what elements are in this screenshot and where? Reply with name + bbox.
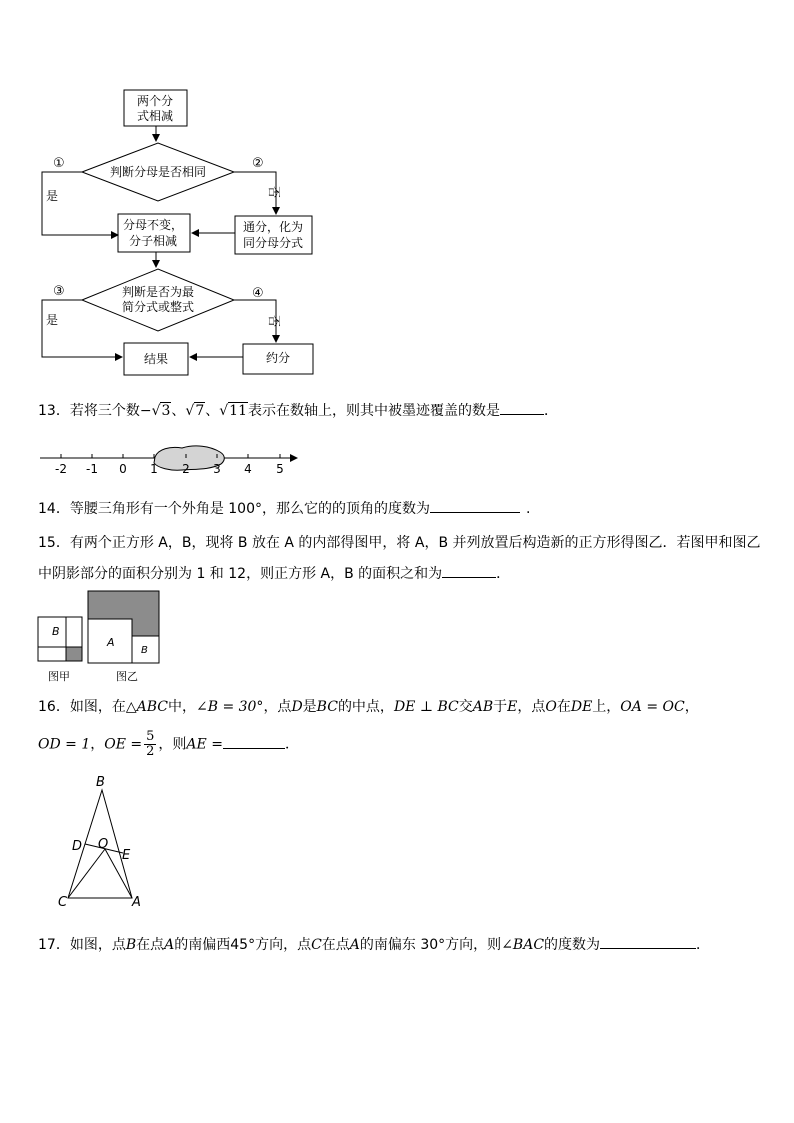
tick-label: 3 [213, 462, 221, 476]
q15-text-1: 15．有两个正方形 A，B，现将 B 放在 A 的内部得图甲，将 A，B 并列放置后构造新的正方形得图乙．若图甲和图乙 [38, 535, 761, 551]
flow-no-1: 否 [267, 186, 281, 199]
flow-result-text: 结果 [143, 352, 169, 366]
flow-start-text-2: 式相减 [136, 109, 174, 123]
flow-convert-text-2: 同分母分式 [242, 236, 304, 250]
flow-decision-2-text-1: 判断是否为最 [121, 285, 195, 299]
tick-label: 4 [244, 462, 252, 476]
q16-text-1: 16．如图，在△ABC中，∠B = 30°，点D是BC的中点，DE ⊥ BC交AB于E，点O在DE上，OA = OC， [38, 699, 699, 715]
flow-mark-2: ② [252, 156, 264, 171]
label-O: O [98, 837, 109, 852]
q16-triangle-figure [55, 772, 150, 912]
label-B: B [96, 775, 105, 790]
tick-label: -2 [55, 462, 67, 476]
flow-yes-2: 是 [46, 313, 59, 327]
flow-yes-1: 是 [46, 189, 59, 203]
flow-mark-1: ① [53, 156, 65, 171]
tick-label: 1 [150, 462, 158, 476]
q14-text: 14．等腰三角形有一个外角是 100°，那么它的的顶角的度数为 . [38, 498, 530, 518]
fraction-5-2: $\frac{5}{2}$ [146, 729, 155, 759]
fig-a-label: B [52, 625, 60, 638]
flow-no-2: 否 [267, 315, 281, 328]
tick-label: 5 [276, 462, 284, 476]
number-line [30, 440, 320, 478]
flow-convert-text-1: 通分，化为 [242, 220, 304, 234]
fig-b-label-b: B [141, 645, 148, 656]
q13-text: 13．若将三个数−√3、√7、√11表示在数轴上，则其中被墨迹覆盖的数是 ． [38, 400, 558, 420]
q17-text: 17．如图，点B在点A的南偏西45°方向，点C在点A的南偏东 30°方向，则∠BAC的度数为 ． [38, 934, 710, 954]
q15-text-2: 中阴影部分的面积分别为 1 和 12，则正方形 A，B 的面积之和为 ． [38, 563, 510, 583]
q16-text-2: OD = 1，OE = $\frac{5}{2}$ ，则AE = ． [38, 729, 299, 759]
q15-figures [36, 590, 166, 685]
tick-label: 2 [182, 462, 190, 476]
flow-mark-4: ④ [252, 286, 264, 301]
caption-a: 图甲 [48, 670, 70, 683]
caption-b: 图乙 [116, 670, 138, 683]
label-E: E [122, 848, 131, 863]
flow-decision-1-text: 判断分母是否相同 [109, 165, 207, 179]
label-C: C [58, 895, 68, 910]
fig-b-label-a: A [107, 636, 115, 649]
flowchart [0, 0, 794, 390]
label-D: D [72, 839, 83, 854]
tick-label: -1 [86, 462, 98, 476]
flow-reduce-text: 约分 [265, 351, 291, 365]
flow-same-text-2: 分子相减 [128, 234, 178, 248]
flow-mark-3: ③ [53, 284, 65, 299]
flow-decision-2-text-2: 简分式或整式 [121, 300, 195, 314]
label-A: A [132, 895, 141, 910]
flow-same-text-1: 分母不变， [122, 218, 184, 232]
tick-label: 0 [119, 462, 127, 476]
flow-start-text-1: 两个分 [136, 94, 174, 108]
